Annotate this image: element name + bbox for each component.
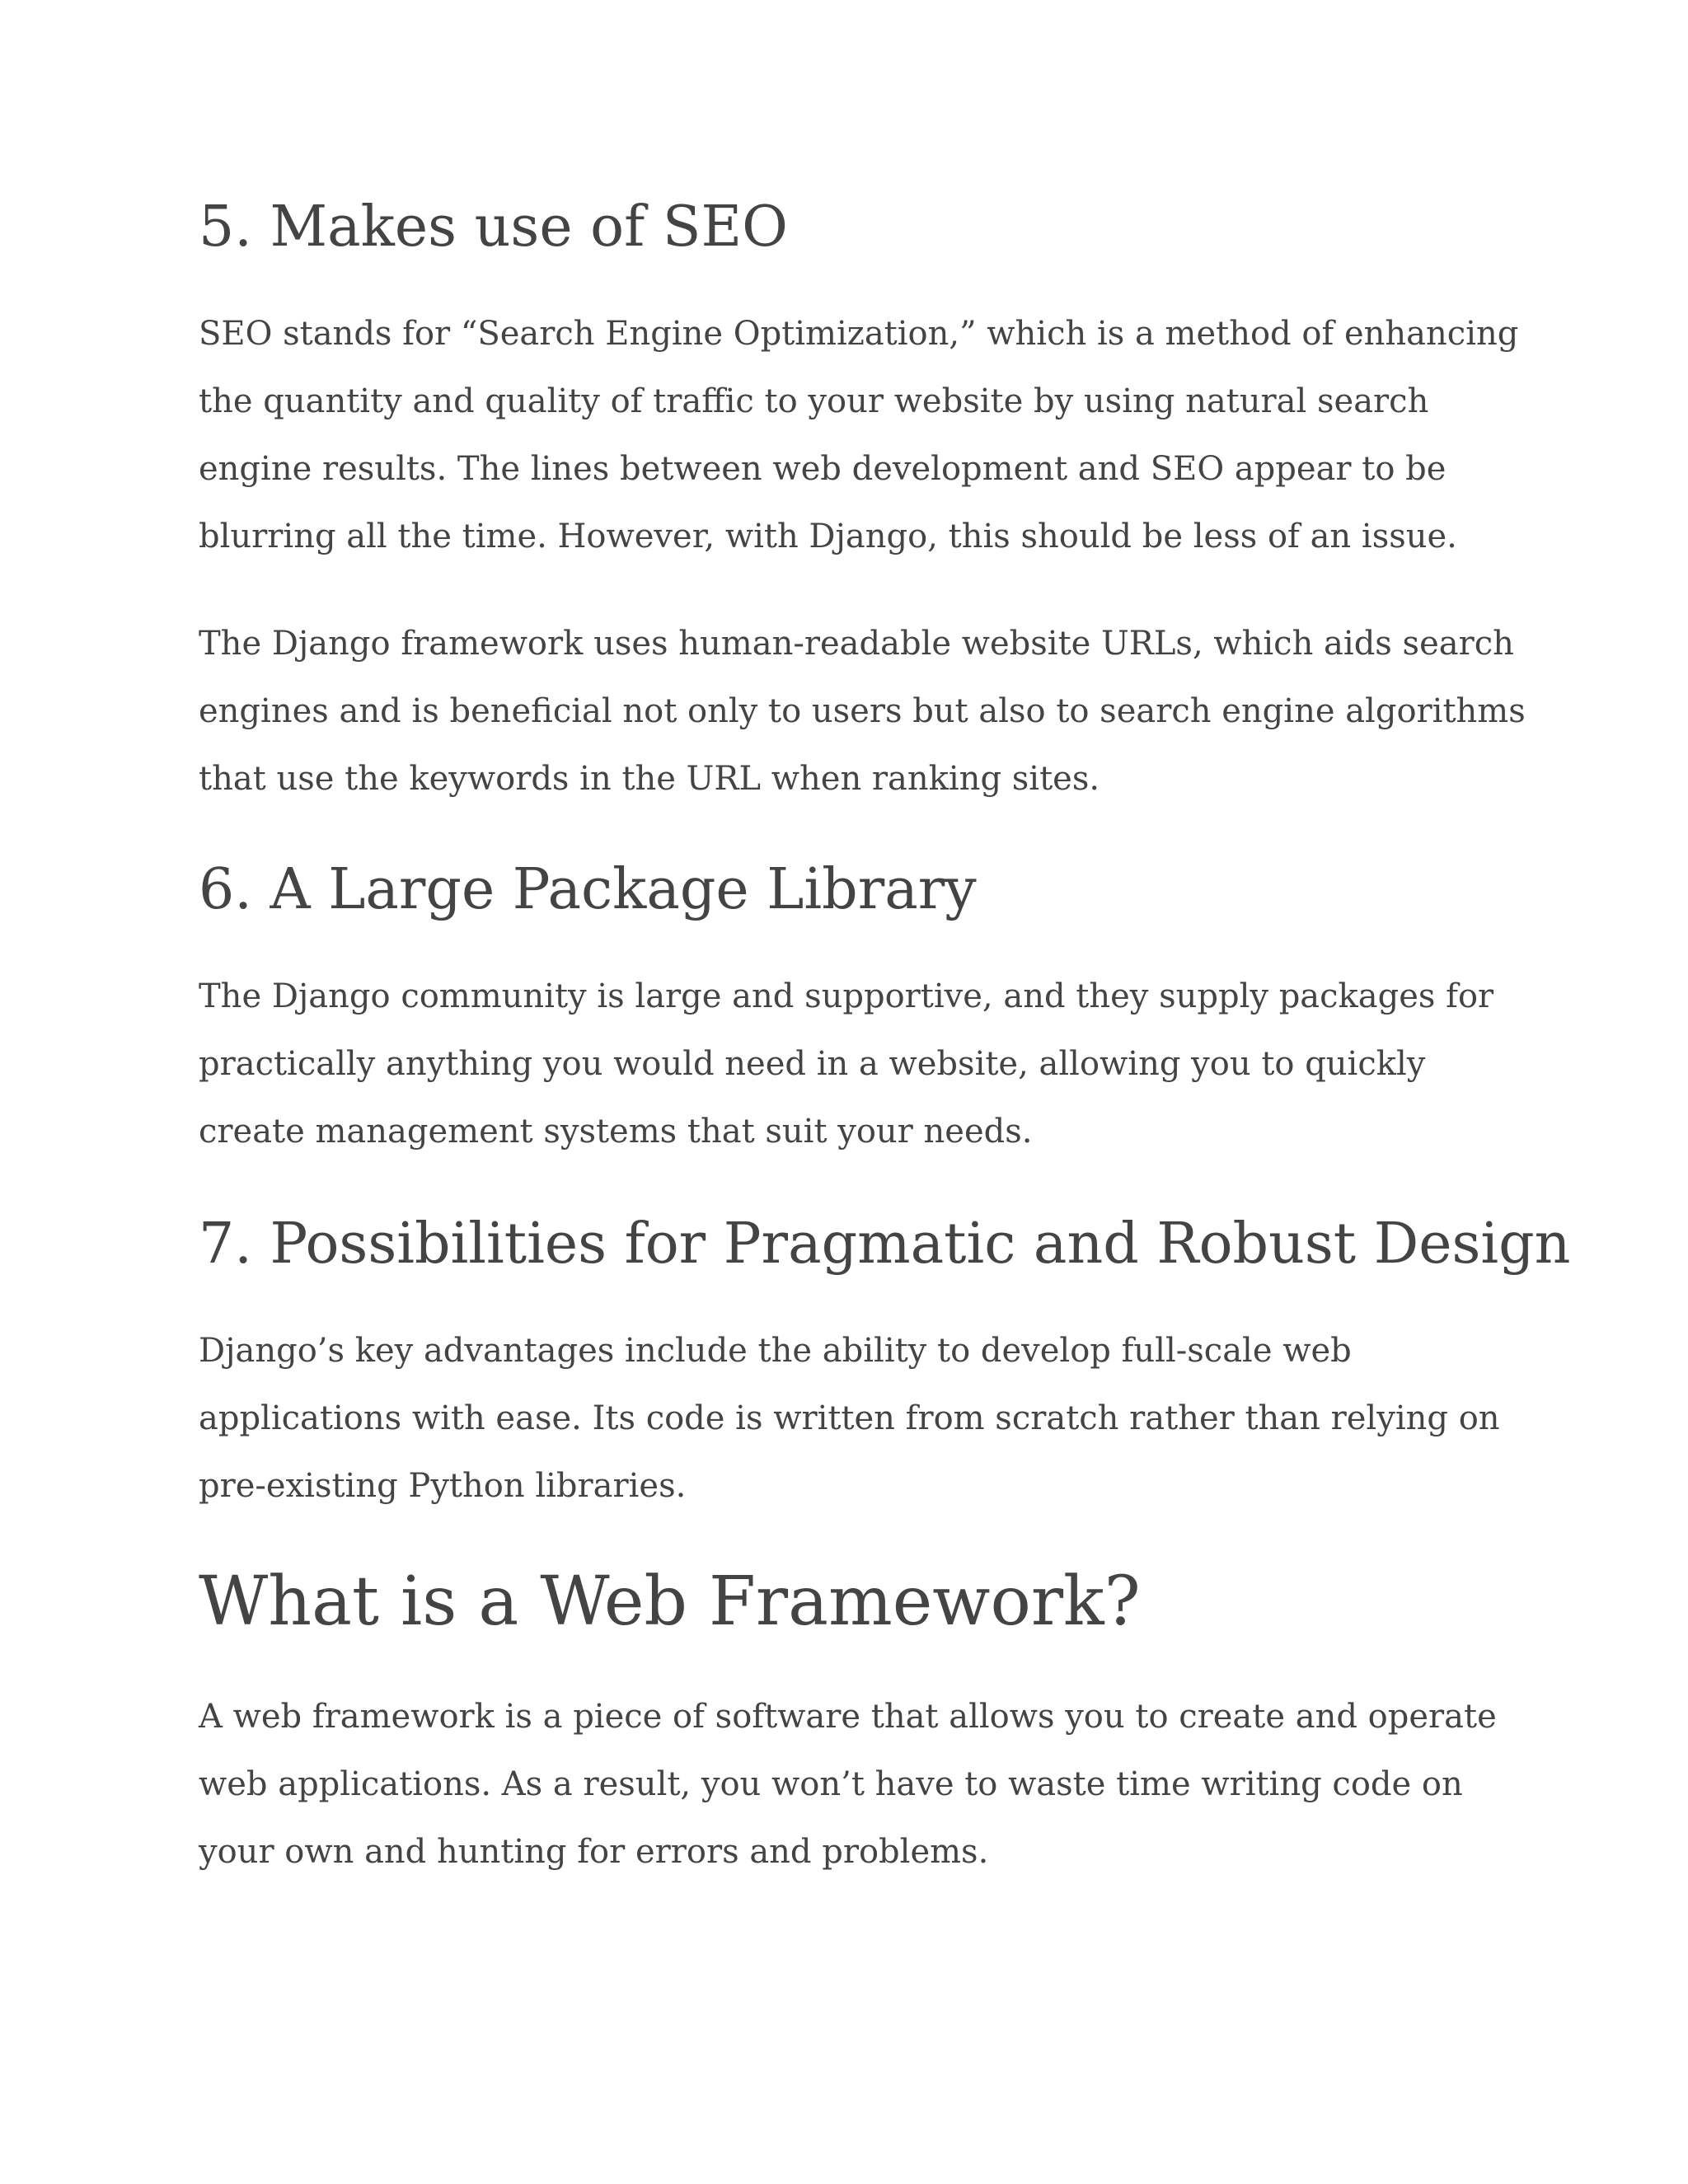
paragraph-line: A web framework is a piece of software that allows you to create and operate xyxy=(199,1698,1497,1736)
paragraph-robust-design xyxy=(199,1317,1517,1520)
paragraph-line: pre-existing Python libraries. xyxy=(199,1467,687,1505)
paragraph-line: The Django community is large and supportive, and they supply packages for xyxy=(199,977,1494,1015)
paragraph-seo-definition xyxy=(199,300,1517,570)
section-heading-robust-design: 7. Possibilities for Pragmatic and Robust Design xyxy=(199,1212,1571,1277)
paragraph-seo-urls xyxy=(199,610,1526,813)
paragraph-line: blurring all the time. However, with Django, this should be less of an issue. xyxy=(199,518,1457,555)
paragraph-line: The Django framework uses human-readable website URLs, which aids search xyxy=(199,625,1514,663)
paragraph-line: that use the keywords in the URL when ranking sites. xyxy=(199,760,1100,798)
paragraph-line: web applications. As a result, you won’t have to waste time writing code on xyxy=(199,1765,1463,1803)
paragraph-line: applications with ease. Its code is written from scratch rather than relying on xyxy=(199,1399,1500,1437)
heading-web-framework: What is a Web Framework? xyxy=(199,1563,1141,1641)
section-heading-seo: 5. Makes use of SEO xyxy=(199,194,788,260)
paragraph-package-library xyxy=(199,963,1517,1165)
paragraph-line: engine results. The lines between web development and SEO appear to be xyxy=(199,450,1447,488)
paragraph-line: practically anything you would need in a website, allowing you to quickly xyxy=(199,1045,1426,1083)
paragraph-web-framework xyxy=(199,1683,1517,1886)
section-heading-package-library: 6. A Large Package Library xyxy=(199,857,977,922)
paragraph-line: create management systems that suit your needs. xyxy=(199,1113,1033,1151)
paragraph-line: the quantity and quality of traffic to your website by using natural search xyxy=(199,382,1429,420)
paragraph-line: engines and is beneficial not only to users but also to search engine algorithms xyxy=(199,692,1526,730)
paragraph-line: SEO stands for “Search Engine Optimization,” which is a method of enhancing xyxy=(199,315,1519,353)
paragraph-line: your own and hunting for errors and problems. xyxy=(199,1833,989,1871)
paragraph-line: Django’s key advantages include the ability to develop full-scale web xyxy=(199,1332,1352,1370)
